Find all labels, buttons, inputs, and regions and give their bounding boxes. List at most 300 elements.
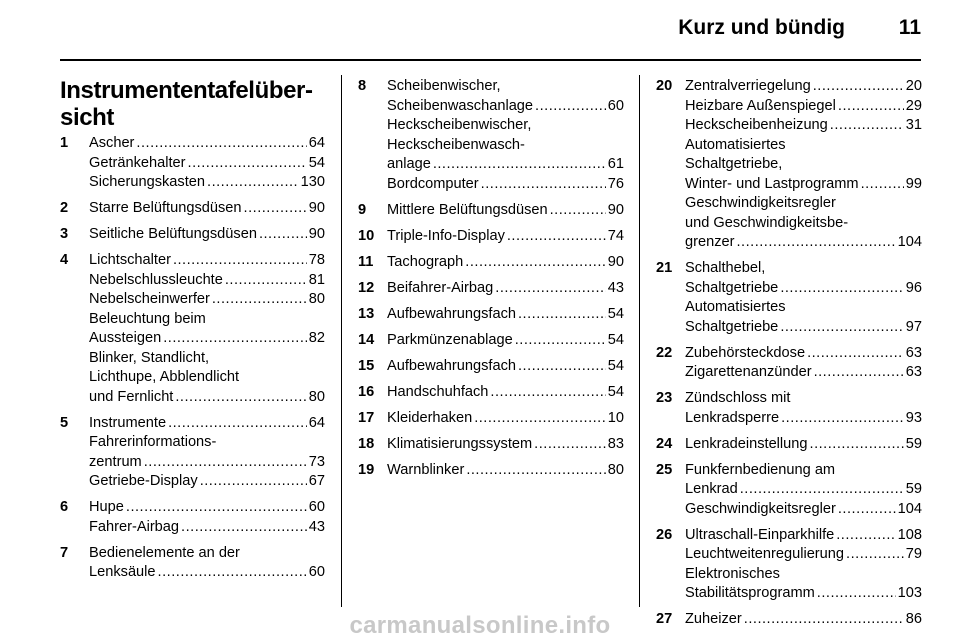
entry-text: Lenkrad — [685, 481, 738, 497]
entry-text: Heckscheibenwasch- — [387, 136, 525, 153]
page-number: 11 — [898, 16, 921, 39]
index-entry — [656, 461, 922, 520]
entry-number: 13 — [358, 305, 375, 322]
entry-text: Beifahrer-Airbag — [387, 279, 494, 296]
entry-text: Lichthupe, Abblendlicht — [89, 369, 240, 385]
index-entry — [358, 357, 624, 377]
entry-line — [685, 279, 922, 299]
entry-line — [685, 116, 922, 136]
index-entry — [358, 331, 624, 351]
dot-leader — [244, 199, 307, 219]
entry-text: grenzer — [685, 234, 735, 250]
entry-line — [387, 383, 624, 403]
entry-line — [89, 414, 325, 434]
index-entry — [358, 461, 624, 481]
entry-lines — [387, 461, 624, 481]
page-reference: 59 — [905, 435, 922, 452]
entry-text: Mittlere Belüftungsdüsen — [387, 201, 548, 218]
page-reference: 90 — [308, 200, 325, 216]
page-reference: 43 — [308, 518, 325, 535]
dot-leader — [838, 500, 896, 520]
entry-lines — [387, 357, 624, 377]
entry-text: Aussteigen — [89, 330, 162, 346]
dot-leader — [810, 435, 904, 455]
entry-line — [89, 271, 325, 291]
entry-line — [685, 565, 922, 585]
page-reference: 73 — [308, 453, 325, 470]
dot-leader — [465, 253, 605, 273]
entry-line — [387, 279, 624, 299]
page-reference: 82 — [308, 330, 325, 346]
entry-line — [387, 409, 624, 429]
entry-list — [656, 77, 922, 630]
page-reference: 10 — [607, 409, 624, 426]
entry-number: 1 — [60, 135, 69, 151]
entry-number: 4 — [60, 252, 69, 268]
dot-leader — [507, 227, 606, 247]
entry-line — [685, 435, 922, 455]
entry-line — [89, 225, 325, 245]
entry-lines — [387, 77, 624, 194]
page-reference: 64 — [308, 135, 325, 151]
section-title-line: Instrumententafelüber- — [60, 77, 313, 104]
entry-line — [387, 136, 624, 156]
page-reference: 103 — [897, 585, 922, 601]
entry-text: Lichtschalter — [89, 252, 171, 268]
page-reference: 78 — [308, 252, 325, 268]
page-reference: 104 — [897, 234, 922, 250]
page-reference: 54 — [607, 383, 624, 400]
entry-number: 22 — [656, 344, 673, 361]
entry-line — [685, 344, 922, 364]
entry-number: 19 — [358, 461, 375, 478]
entry-line — [685, 526, 922, 546]
entry-text: Stabilitätsprogramm — [685, 585, 815, 601]
entry-text: anlage — [387, 156, 431, 172]
entry-line — [387, 435, 624, 455]
entry-text: Automatisiertes — [685, 299, 786, 315]
entry-text: Ultraschall-Einparkhilfe — [685, 526, 835, 543]
index-entry — [656, 435, 922, 455]
entry-list — [60, 134, 325, 583]
dot-leader — [740, 480, 904, 500]
index-entry — [60, 544, 325, 583]
entry-text: Heckscheibenwischer, — [387, 117, 532, 133]
entry-text: Zündschloss mit — [685, 390, 791, 406]
entry-text: Funkfernbedienung am — [685, 461, 836, 478]
index-entry — [60, 251, 325, 407]
entry-line — [89, 518, 325, 538]
page-reference: 60 — [607, 97, 624, 114]
dot-leader — [861, 175, 904, 195]
dot-leader — [474, 409, 606, 429]
entry-lines — [89, 414, 325, 492]
entry-text: Fahrerinformations- — [89, 434, 217, 450]
entry-text: Seitliche Belüftungsdüsen — [89, 226, 257, 242]
entry-number: 21 — [656, 260, 673, 276]
entry-lines — [685, 435, 922, 455]
page-reference: 54 — [308, 154, 325, 171]
entry-line — [685, 259, 922, 279]
dot-leader — [780, 318, 903, 338]
entry-text: Scheibenwaschanlage — [387, 97, 534, 114]
entry-text: Lenkradsperre — [685, 409, 780, 426]
entry-line — [89, 433, 325, 453]
entry-text: Bedienelemente an der — [89, 544, 240, 561]
entry-text: Bordcomputer — [387, 175, 479, 192]
entry-line — [89, 310, 325, 330]
entry-line — [685, 77, 922, 97]
page-reference: 31 — [905, 117, 922, 133]
entry-line — [89, 368, 325, 388]
index-entry — [60, 414, 325, 492]
entry-line — [685, 175, 922, 195]
entry-line — [387, 253, 624, 273]
entry-lines — [387, 435, 624, 455]
dot-leader — [481, 175, 606, 195]
entry-text: Schaltgetriebe — [685, 318, 779, 335]
page-reference: 43 — [607, 279, 624, 296]
index-entry — [656, 259, 922, 337]
dot-leader — [836, 526, 895, 546]
entry-line — [89, 544, 325, 564]
entry-line — [685, 500, 922, 520]
entry-line — [89, 563, 325, 583]
entry-number: 9 — [358, 201, 367, 218]
dot-leader — [518, 357, 606, 377]
entry-text: Aufbewahrungsfach — [387, 305, 516, 322]
entry-text: Starre Belüftungsdüsen — [89, 200, 242, 216]
entry-line — [89, 134, 325, 154]
column-3 — [656, 77, 922, 636]
page-reference: 90 — [607, 253, 624, 270]
index-entry — [60, 498, 325, 537]
entry-line — [89, 251, 325, 271]
dot-leader — [207, 173, 299, 193]
entry-number: 15 — [358, 357, 375, 374]
entry-line — [685, 233, 922, 253]
dot-leader — [518, 305, 606, 325]
entry-text: Zuheizer — [685, 611, 742, 627]
column-divider — [341, 75, 342, 607]
entry-line — [685, 136, 922, 156]
dot-leader — [188, 154, 307, 174]
entry-number: 27 — [656, 611, 673, 627]
entry-number: 8 — [358, 78, 367, 94]
entry-lines — [387, 305, 624, 325]
page-reference: 20 — [905, 78, 922, 94]
header-title: Kurz und bündig — [678, 16, 845, 39]
entry-lines — [89, 251, 325, 407]
entry-line — [685, 298, 922, 318]
entry-number: 11 — [358, 253, 374, 270]
entry-line — [685, 545, 922, 565]
dot-leader — [200, 472, 307, 492]
entry-number: 14 — [358, 331, 375, 348]
dot-leader — [535, 97, 606, 117]
page-reference: 54 — [607, 357, 624, 374]
page-reference: 54 — [607, 305, 624, 322]
entry-text: Klimatisierungssystem — [387, 435, 533, 452]
entry-text: Triple-Info-Display — [387, 227, 505, 244]
section-title — [60, 77, 325, 131]
index-entry — [60, 225, 325, 245]
entry-line — [89, 329, 325, 349]
page-reference: 86 — [905, 611, 922, 627]
page-reference: 83 — [607, 435, 624, 452]
entry-lines — [89, 225, 325, 245]
column-2 — [358, 77, 624, 487]
dot-leader — [838, 97, 904, 117]
entry-line — [685, 409, 922, 429]
dot-leader — [259, 225, 307, 245]
page-reference: 54 — [607, 331, 624, 348]
entry-line — [685, 318, 922, 338]
dot-leader — [136, 134, 306, 154]
entry-line — [89, 199, 325, 219]
entry-line — [89, 498, 325, 518]
dot-leader — [158, 563, 307, 583]
dot-leader — [175, 388, 306, 408]
entry-text: Nebelscheinwerfer — [89, 291, 210, 307]
entry-line — [89, 173, 325, 193]
entry-number: 26 — [656, 526, 673, 543]
page-reference: 59 — [905, 481, 922, 497]
entry-number: 17 — [358, 409, 375, 426]
dot-leader — [830, 116, 904, 136]
page-reference: 80 — [308, 291, 325, 307]
page-reference: 60 — [308, 499, 325, 515]
entry-text: Schalthebel, — [685, 260, 766, 276]
watermark: carmanualsonline.info — [349, 612, 611, 639]
entry-line — [89, 453, 325, 473]
dot-leader — [466, 461, 605, 481]
entry-text: Blinker, Standlicht, — [89, 349, 210, 366]
column-1 — [60, 77, 325, 589]
dot-leader — [780, 279, 903, 299]
entry-lines — [89, 134, 325, 193]
index-entry — [358, 201, 624, 221]
index-entry — [358, 77, 624, 194]
entry-list — [358, 77, 624, 480]
entry-number: 3 — [60, 226, 69, 242]
page-reference: 64 — [308, 414, 325, 431]
entry-line — [387, 305, 624, 325]
page-reference: 63 — [905, 344, 922, 361]
page-reference: 97 — [905, 318, 922, 335]
entry-line — [387, 175, 624, 195]
entry-text: Geschwindigkeitsregler — [685, 500, 836, 517]
index-entry — [656, 344, 922, 383]
entry-text: Tachograph — [387, 253, 464, 270]
entry-text: Zigarettenanzünder — [685, 364, 812, 380]
entry-line — [387, 155, 624, 175]
entry-line — [685, 389, 922, 409]
page-reference: 81 — [308, 271, 325, 288]
section-title-line: sicht — [60, 104, 115, 131]
entry-line — [685, 97, 922, 117]
entry-lines — [685, 259, 922, 337]
entry-line — [89, 472, 325, 492]
entry-line — [387, 227, 624, 247]
entry-text: Instrumente — [89, 414, 167, 431]
entry-lines — [685, 77, 922, 253]
dot-leader — [534, 435, 606, 455]
entry-text: Aufbewahrungsfach — [387, 357, 516, 374]
entry-line — [89, 349, 325, 369]
page-header — [0, 0, 960, 60]
page-reference: 63 — [905, 364, 922, 380]
entry-line — [387, 357, 624, 377]
index-entry — [358, 305, 624, 325]
index-entry — [60, 134, 325, 193]
entry-number: 6 — [60, 499, 69, 515]
entry-text: Nebelschlussleuchte — [89, 271, 223, 288]
entry-lines — [685, 389, 922, 428]
entry-text: Schaltgetriebe — [685, 279, 779, 296]
entry-text: Getränkehalter — [89, 154, 186, 171]
entry-lines — [89, 544, 325, 583]
entry-text: Hupe — [89, 499, 124, 515]
entry-lines — [387, 227, 624, 247]
entry-line — [685, 194, 922, 214]
dot-leader — [550, 201, 606, 221]
entry-text: Leuchtweitenregulierung — [685, 546, 845, 562]
index-entry — [358, 383, 624, 403]
entry-text: Ascher — [89, 135, 135, 151]
index-entry — [656, 526, 922, 604]
entry-lines — [387, 409, 624, 429]
entry-number: 20 — [656, 78, 673, 94]
entry-number: 18 — [358, 435, 375, 452]
entry-text: Getriebe-Display — [89, 473, 198, 489]
entry-line — [685, 155, 922, 175]
entry-text: Zubehörsteckdose — [685, 344, 806, 361]
entry-number: 25 — [656, 461, 673, 478]
dot-leader — [515, 331, 606, 351]
entry-text: Lenkradeinstellung — [685, 435, 808, 452]
entry-line — [89, 388, 325, 408]
dot-leader — [163, 329, 307, 349]
column-divider — [639, 75, 640, 607]
entry-text: Parkmünzenablage — [387, 331, 513, 348]
dot-leader — [814, 363, 904, 383]
page-reference: 80 — [308, 388, 325, 405]
index-entry — [358, 253, 624, 273]
entry-text: Fahrer-Airbag — [89, 518, 180, 535]
dot-leader — [433, 155, 606, 175]
entry-line — [387, 461, 624, 481]
header-rule — [60, 59, 921, 61]
page-reference: 61 — [607, 156, 624, 172]
entry-line — [387, 97, 624, 117]
entry-lines — [89, 498, 325, 537]
dot-leader — [168, 414, 307, 434]
dot-leader — [212, 290, 307, 310]
entry-number: 12 — [358, 279, 375, 296]
dot-leader — [781, 409, 904, 429]
entry-line — [685, 584, 922, 604]
entry-lines — [685, 526, 922, 604]
entry-text: zentrum — [89, 453, 142, 470]
entry-lines — [387, 331, 624, 351]
entry-text: Winter- und Lastprogramm — [685, 175, 859, 192]
entry-text: und Fernlicht — [89, 388, 174, 405]
entry-text: Warnblinker — [387, 461, 465, 478]
index-entry — [358, 227, 624, 247]
page-reference: 67 — [308, 473, 325, 489]
dot-leader — [126, 498, 307, 518]
entry-text: Automatisiertes — [685, 136, 786, 153]
entry-text: Lenksäule — [89, 564, 156, 580]
page-reference: 90 — [308, 226, 325, 242]
entry-number: 10 — [358, 227, 375, 244]
entry-line — [387, 77, 624, 97]
index-entry — [656, 77, 922, 253]
entry-line — [685, 214, 922, 234]
index-entry — [358, 409, 624, 429]
entry-number: 7 — [60, 544, 69, 561]
entry-text: Beleuchtung beim — [89, 310, 206, 327]
index-entry — [358, 279, 624, 299]
index-entry — [358, 435, 624, 455]
entry-lines — [387, 253, 624, 273]
entry-lines — [89, 199, 325, 219]
entry-lines — [387, 383, 624, 403]
entry-line — [387, 116, 624, 136]
dot-leader — [173, 251, 307, 271]
page-reference: 104 — [897, 500, 922, 517]
entry-text: Elektronisches — [685, 565, 780, 582]
entry-line — [387, 201, 624, 221]
entry-number: 16 — [358, 383, 375, 400]
page-reference: 79 — [905, 546, 922, 562]
entry-lines — [387, 279, 624, 299]
dot-leader — [736, 233, 895, 253]
page-reference: 108 — [897, 526, 922, 543]
entry-number: 23 — [656, 390, 673, 406]
entry-line — [685, 480, 922, 500]
entry-lines — [387, 201, 624, 221]
page-reference: 80 — [607, 461, 624, 478]
dot-leader — [225, 271, 307, 291]
page-reference: 90 — [607, 201, 624, 218]
entry-text: und Geschwindigkeitsbe- — [685, 214, 849, 231]
entry-text: Zentralverriegelung — [685, 78, 811, 94]
entry-text: Sicherungskasten — [89, 174, 206, 190]
dot-leader — [495, 279, 606, 299]
entry-text: Kleiderhaken — [387, 409, 473, 426]
page-reference: 76 — [607, 175, 624, 192]
dot-leader — [817, 584, 896, 604]
entry-lines — [685, 461, 922, 520]
page-reference: 99 — [905, 175, 922, 192]
index-entry — [60, 199, 325, 219]
entry-number: 5 — [60, 414, 69, 431]
index-entry — [656, 389, 922, 428]
dot-leader — [490, 383, 605, 403]
entry-number: 24 — [656, 435, 673, 452]
entry-text: Geschwindigkeitsregler — [685, 195, 836, 211]
entry-text: Heizbare Außenspiegel — [685, 97, 836, 114]
entry-line — [685, 461, 922, 481]
page-reference: 96 — [905, 279, 922, 296]
dot-leader — [144, 453, 307, 473]
entry-text: Scheibenwischer, — [387, 78, 501, 94]
dot-leader — [846, 545, 904, 565]
dot-leader — [181, 518, 307, 538]
entry-line — [387, 331, 624, 351]
